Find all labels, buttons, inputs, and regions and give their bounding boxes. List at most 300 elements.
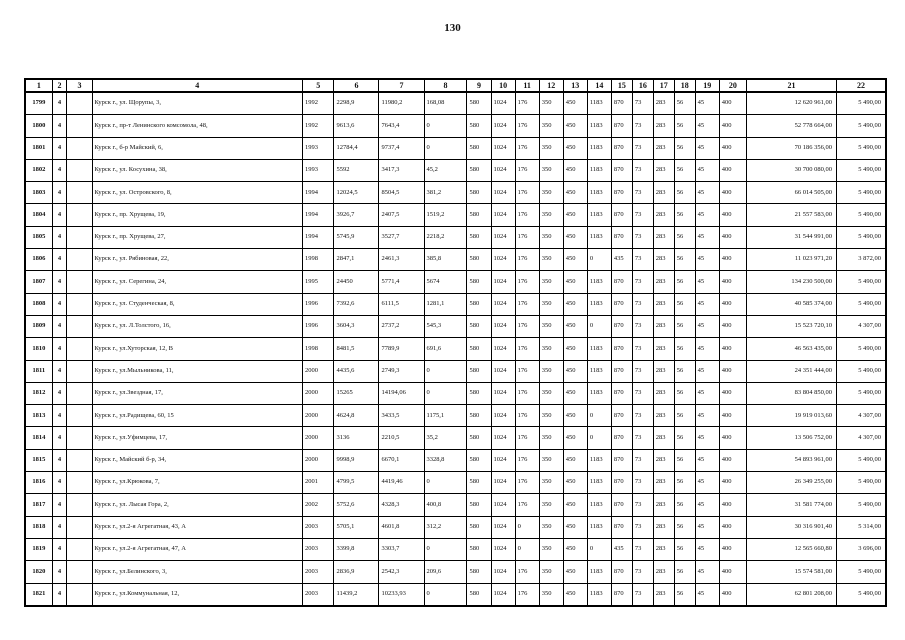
table-cell: 450	[563, 516, 587, 538]
total-cost-cell: 15 574 581,00	[746, 561, 836, 583]
table-cell: 176	[515, 427, 539, 449]
table-cell: 450	[563, 382, 587, 404]
table-cell: 1183	[587, 159, 611, 181]
table-cell: 5771,4	[379, 271, 424, 293]
table-cell: 450	[563, 293, 587, 315]
table-cell: 450	[563, 472, 587, 494]
table-cell: 870	[611, 360, 632, 382]
table-cell: 176	[515, 249, 539, 271]
table-cell: 870	[611, 204, 632, 226]
category-cell: 4	[52, 516, 67, 538]
table-cell: 870	[611, 382, 632, 404]
table-cell: 73	[632, 583, 653, 606]
table-cell: 350	[539, 561, 563, 583]
rate-cell: 5 490,00	[837, 360, 886, 382]
year-cell: 1994	[303, 204, 334, 226]
column-header-10: 10	[491, 79, 515, 92]
table-cell: 2298,9	[334, 92, 379, 115]
record-number-cell: 1806	[25, 249, 52, 271]
table-cell: 580	[467, 159, 491, 181]
table-cell: 56	[674, 182, 695, 204]
table-cell: 1024	[491, 449, 515, 471]
table-cell: 1183	[587, 360, 611, 382]
record-number-cell: 1815	[25, 449, 52, 471]
table-cell: 45	[695, 315, 719, 337]
table-cell: 870	[611, 472, 632, 494]
table-cell: 73	[632, 182, 653, 204]
table-cell: 9613,6	[334, 115, 379, 137]
table-cell: 350	[539, 538, 563, 560]
table-cell: 0	[424, 360, 467, 382]
table-cell: 385,8	[424, 249, 467, 271]
table-cell: 2461,3	[379, 249, 424, 271]
table-cell: 283	[653, 449, 674, 471]
table-cell: 580	[467, 405, 491, 427]
year-cell: 2000	[303, 405, 334, 427]
table-cell: 435	[611, 249, 632, 271]
table-cell: 0	[587, 538, 611, 560]
table-cell: 350	[539, 92, 563, 115]
table-cell: 0	[515, 538, 539, 560]
table-cell: 450	[563, 182, 587, 204]
table-cell: 73	[632, 382, 653, 404]
address-cell: Курск г., ул. Рябиновая, 22,	[92, 249, 303, 271]
table-row	[25, 182, 886, 204]
table-cell	[67, 449, 92, 471]
table-cell: 283	[653, 137, 674, 159]
table-cell: 1024	[491, 516, 515, 538]
table-cell: 176	[515, 137, 539, 159]
table-cell: 56	[674, 449, 695, 471]
table-cell: 35,2	[424, 427, 467, 449]
table-cell: 350	[539, 449, 563, 471]
table-cell	[67, 92, 92, 115]
table-cell: 45	[695, 182, 719, 204]
table-cell: 350	[539, 494, 563, 516]
table-cell: 73	[632, 360, 653, 382]
record-number-cell: 1802	[25, 159, 52, 181]
table-cell: 0	[424, 382, 467, 404]
address-cell: Курск г., пр-т Ленинского комсомола, 48,	[92, 115, 303, 137]
table-cell: 350	[539, 583, 563, 606]
table-cell: 350	[539, 472, 563, 494]
table-cell: 580	[467, 472, 491, 494]
table-cell: 3433,5	[379, 405, 424, 427]
table-cell: 580	[467, 226, 491, 248]
table-row	[25, 583, 886, 606]
table-row	[25, 472, 886, 494]
table-cell: 3136	[334, 427, 379, 449]
table-cell: 283	[653, 159, 674, 181]
table-row	[25, 382, 886, 404]
column-header-3: 3	[67, 79, 92, 92]
table-cell: 2218,2	[424, 226, 467, 248]
table-cell: 1183	[587, 137, 611, 159]
table-cell: 1183	[587, 516, 611, 538]
table-cell: 6111,5	[379, 293, 424, 315]
table-cell: 73	[632, 538, 653, 560]
table-cell: 0	[515, 516, 539, 538]
column-header-16: 16	[632, 79, 653, 92]
table-cell: 45	[695, 115, 719, 137]
table-cell: 4624,8	[334, 405, 379, 427]
table-cell: 11980,2	[379, 92, 424, 115]
table-cell: 176	[515, 494, 539, 516]
address-cell: Курск г., ул.Звездная, 17,	[92, 382, 303, 404]
table-cell: 400	[719, 494, 746, 516]
table-cell: 56	[674, 293, 695, 315]
table-cell: 400	[719, 449, 746, 471]
table-cell: 580	[467, 338, 491, 360]
table-row	[25, 249, 886, 271]
table-cell: 3417,3	[379, 159, 424, 181]
table-cell: 400	[719, 516, 746, 538]
address-cell: Курск г., ул. Косухина, 38,	[92, 159, 303, 181]
address-cell: Курск г., ул. Щорупы, 3,	[92, 92, 303, 115]
total-cost-cell: 26 349 255,00	[746, 472, 836, 494]
table-cell: 870	[611, 271, 632, 293]
table-cell: 580	[467, 427, 491, 449]
table-cell: 1183	[587, 472, 611, 494]
table-cell: 1183	[587, 92, 611, 115]
table-cell: 73	[632, 472, 653, 494]
total-cost-cell: 46 563 435,00	[746, 338, 836, 360]
table-cell: 45	[695, 137, 719, 159]
table-row	[25, 271, 886, 293]
table-cell: 6670,1	[379, 449, 424, 471]
table-cell: 73	[632, 249, 653, 271]
category-cell: 4	[52, 226, 67, 248]
table-cell: 14194,06	[379, 382, 424, 404]
table-cell: 1024	[491, 382, 515, 404]
column-header-9: 9	[467, 79, 491, 92]
table-cell: 176	[515, 92, 539, 115]
table-cell: 2407,5	[379, 204, 424, 226]
table-cell: 1024	[491, 159, 515, 181]
category-cell: 4	[52, 204, 67, 226]
table-cell: 73	[632, 449, 653, 471]
record-number-cell: 1819	[25, 538, 52, 560]
total-cost-cell: 24 351 444,00	[746, 360, 836, 382]
address-cell: Курск г., ул. Студенческая, 8,	[92, 293, 303, 315]
table-cell	[67, 382, 92, 404]
column-header-13: 13	[563, 79, 587, 92]
table-cell: 0	[424, 115, 467, 137]
table-cell: 580	[467, 561, 491, 583]
table-cell: 400	[719, 338, 746, 360]
table-cell: 580	[467, 516, 491, 538]
table-cell: 580	[467, 271, 491, 293]
table-row	[25, 561, 886, 583]
table-cell: 168,08	[424, 92, 467, 115]
table-cell: 350	[539, 226, 563, 248]
table-cell: 56	[674, 338, 695, 360]
year-cell: 2003	[303, 516, 334, 538]
table-cell: 56	[674, 405, 695, 427]
column-header-5: 5	[303, 79, 334, 92]
table-cell: 870	[611, 92, 632, 115]
table-cell: 400	[719, 583, 746, 606]
column-header-17: 17	[653, 79, 674, 92]
table-cell: 1183	[587, 182, 611, 204]
year-cell: 2001	[303, 472, 334, 494]
total-cost-cell: 31 544 991,00	[746, 226, 836, 248]
table-cell: 15265	[334, 382, 379, 404]
table-cell: 350	[539, 427, 563, 449]
table-cell: 400	[719, 561, 746, 583]
table-cell: 176	[515, 472, 539, 494]
housing-register-table	[24, 78, 887, 607]
table-cell: 1024	[491, 427, 515, 449]
table-cell: 56	[674, 271, 695, 293]
table-cell: 400	[719, 92, 746, 115]
table-cell: 283	[653, 561, 674, 583]
table-cell: 176	[515, 360, 539, 382]
category-cell: 4	[52, 315, 67, 337]
table-cell: 45	[695, 427, 719, 449]
address-cell: Курск г., ул.2-я Агрегатная, 47, А	[92, 538, 303, 560]
category-cell: 4	[52, 92, 67, 115]
table-header-row	[25, 79, 886, 92]
rate-cell: 5 490,00	[837, 159, 886, 181]
column-header-18: 18	[674, 79, 695, 92]
table-cell: 73	[632, 315, 653, 337]
table-cell: 56	[674, 159, 695, 181]
table-row	[25, 538, 886, 560]
table-cell: 73	[632, 92, 653, 115]
table-cell: 4601,8	[379, 516, 424, 538]
record-number-cell: 1804	[25, 204, 52, 226]
record-number-cell: 1805	[25, 226, 52, 248]
year-cell: 1996	[303, 293, 334, 315]
table-cell: 45	[695, 538, 719, 560]
record-number-cell: 1800	[25, 115, 52, 137]
total-cost-cell: 66 014 505,00	[746, 182, 836, 204]
table-cell: 12784,4	[334, 137, 379, 159]
table-cell: 350	[539, 271, 563, 293]
total-cost-cell: 13 506 752,00	[746, 427, 836, 449]
table-cell: 283	[653, 427, 674, 449]
table-cell: 45	[695, 561, 719, 583]
table-cell: 45	[695, 226, 719, 248]
table-cell: 10233,93	[379, 583, 424, 606]
table-row	[25, 516, 886, 538]
rate-cell: 5 490,00	[837, 226, 886, 248]
table-row	[25, 92, 886, 115]
table-cell: 73	[632, 226, 653, 248]
table-cell: 73	[632, 115, 653, 137]
table-cell: 580	[467, 92, 491, 115]
table-body	[25, 92, 886, 606]
table-cell: 73	[632, 204, 653, 226]
table-cell: 381,2	[424, 182, 467, 204]
table-cell: 73	[632, 137, 653, 159]
table-cell: 7643,4	[379, 115, 424, 137]
table-cell: 580	[467, 115, 491, 137]
table-cell: 73	[632, 561, 653, 583]
record-number-cell: 1816	[25, 472, 52, 494]
table-cell: 45	[695, 360, 719, 382]
table-cell	[67, 561, 92, 583]
table-cell: 1024	[491, 115, 515, 137]
table-cell	[67, 137, 92, 159]
table-cell: 400	[719, 293, 746, 315]
column-header-21: 21	[746, 79, 836, 92]
table-cell: 1024	[491, 561, 515, 583]
table-cell: 209,6	[424, 561, 467, 583]
total-cost-cell: 12 620 961,00	[746, 92, 836, 115]
table-cell: 400	[719, 538, 746, 560]
table-cell: 176	[515, 449, 539, 471]
table-cell: 580	[467, 449, 491, 471]
rate-cell: 3 696,00	[837, 538, 886, 560]
total-cost-cell: 134 230 500,00	[746, 271, 836, 293]
rate-cell: 3 872,00	[837, 249, 886, 271]
table-cell: 1024	[491, 293, 515, 315]
table-cell	[67, 494, 92, 516]
table-cell: 350	[539, 204, 563, 226]
table-cell: 5592	[334, 159, 379, 181]
table-cell: 1183	[587, 293, 611, 315]
table-cell: 450	[563, 92, 587, 115]
table-cell: 1024	[491, 538, 515, 560]
table-cell: 283	[653, 115, 674, 137]
table-cell: 870	[611, 315, 632, 337]
rate-cell: 5 490,00	[837, 92, 886, 115]
total-cost-cell: 40 585 374,00	[746, 293, 836, 315]
total-cost-cell: 83 804 850,00	[746, 382, 836, 404]
table-cell: 400	[719, 182, 746, 204]
table-cell: 545,3	[424, 315, 467, 337]
table-cell: 73	[632, 516, 653, 538]
record-number-cell: 1801	[25, 137, 52, 159]
table-cell: 56	[674, 204, 695, 226]
table-cell: 580	[467, 583, 491, 606]
table-row	[25, 494, 886, 516]
total-cost-cell: 70 186 356,00	[746, 137, 836, 159]
page-number: 130	[444, 22, 461, 34]
table-cell: 45	[695, 271, 719, 293]
table-cell: 450	[563, 271, 587, 293]
table-cell	[67, 159, 92, 181]
table-cell: 0	[587, 427, 611, 449]
address-cell: Курск г., ул. Лысая Гора, 2,	[92, 494, 303, 516]
rate-cell: 5 490,00	[837, 449, 886, 471]
table-cell	[67, 315, 92, 337]
record-number-cell: 1803	[25, 182, 52, 204]
table-cell: 56	[674, 494, 695, 516]
table-cell: 1024	[491, 226, 515, 248]
table-cell: 73	[632, 159, 653, 181]
column-header-2: 2	[52, 79, 67, 92]
table-cell: 870	[611, 137, 632, 159]
table-cell: 450	[563, 360, 587, 382]
table-cell: 1024	[491, 338, 515, 360]
year-cell: 1995	[303, 271, 334, 293]
column-header-14: 14	[587, 79, 611, 92]
year-cell: 2003	[303, 538, 334, 560]
column-header-22: 22	[837, 79, 886, 92]
total-cost-cell: 11 023 971,20	[746, 249, 836, 271]
table-cell: 73	[632, 494, 653, 516]
table-cell: 1183	[587, 494, 611, 516]
table-cell: 0	[424, 137, 467, 159]
table-cell: 400	[719, 204, 746, 226]
column-header-7: 7	[379, 79, 424, 92]
table-cell: 1024	[491, 182, 515, 204]
year-cell: 2000	[303, 427, 334, 449]
record-number-cell: 1813	[25, 405, 52, 427]
table-cell: 870	[611, 338, 632, 360]
table-cell: 400	[719, 115, 746, 137]
table-row	[25, 360, 886, 382]
table-cell: 1024	[491, 249, 515, 271]
table-cell: 45	[695, 338, 719, 360]
record-number-cell: 1799	[25, 92, 52, 115]
category-cell: 4	[52, 405, 67, 427]
table-cell: 400	[719, 360, 746, 382]
table-cell: 0	[424, 472, 467, 494]
table-cell: 870	[611, 182, 632, 204]
table-cell: 176	[515, 405, 539, 427]
table-cell: 0	[424, 538, 467, 560]
rate-cell: 5 490,00	[837, 137, 886, 159]
table-row	[25, 159, 886, 181]
table-cell: 9737,4	[379, 137, 424, 159]
table-cell: 176	[515, 338, 539, 360]
rate-cell: 5 490,00	[837, 382, 886, 404]
table-cell: 2836,9	[334, 561, 379, 583]
table-cell: 1183	[587, 226, 611, 248]
table-cell: 400,8	[424, 494, 467, 516]
record-number-cell: 1809	[25, 315, 52, 337]
rate-cell: 5 490,00	[837, 472, 886, 494]
table-row	[25, 427, 886, 449]
address-cell: Курск г., пр. Хрущева, 19,	[92, 204, 303, 226]
address-cell: Курск г., ул.2-я Агрегатная, 43, А	[92, 516, 303, 538]
table-cell: 1024	[491, 271, 515, 293]
table-row	[25, 315, 886, 337]
category-cell: 4	[52, 449, 67, 471]
table-cell: 5705,1	[334, 516, 379, 538]
table-cell: 176	[515, 226, 539, 248]
total-cost-cell: 30 700 080,00	[746, 159, 836, 181]
table-cell: 400	[719, 271, 746, 293]
rate-cell: 4 307,00	[837, 427, 886, 449]
rate-cell: 4 307,00	[837, 315, 886, 337]
table-cell: 56	[674, 561, 695, 583]
table-cell: 400	[719, 249, 746, 271]
table-cell: 350	[539, 405, 563, 427]
table-cell: 1183	[587, 583, 611, 606]
table-cell: 283	[653, 249, 674, 271]
table-cell: 56	[674, 427, 695, 449]
table-cell: 45	[695, 583, 719, 606]
table-cell: 870	[611, 449, 632, 471]
year-cell: 2003	[303, 561, 334, 583]
table-cell: 1024	[491, 137, 515, 159]
record-number-cell: 1817	[25, 494, 52, 516]
table-cell: 0	[587, 315, 611, 337]
address-cell: Курск г., ул.Хуторская, 12, В	[92, 338, 303, 360]
table-cell	[67, 226, 92, 248]
category-cell: 4	[52, 472, 67, 494]
table-cell: 5745,9	[334, 226, 379, 248]
table-cell	[67, 583, 92, 606]
table-cell: 450	[563, 427, 587, 449]
category-cell: 4	[52, 382, 67, 404]
total-cost-cell: 30 316 901,40	[746, 516, 836, 538]
